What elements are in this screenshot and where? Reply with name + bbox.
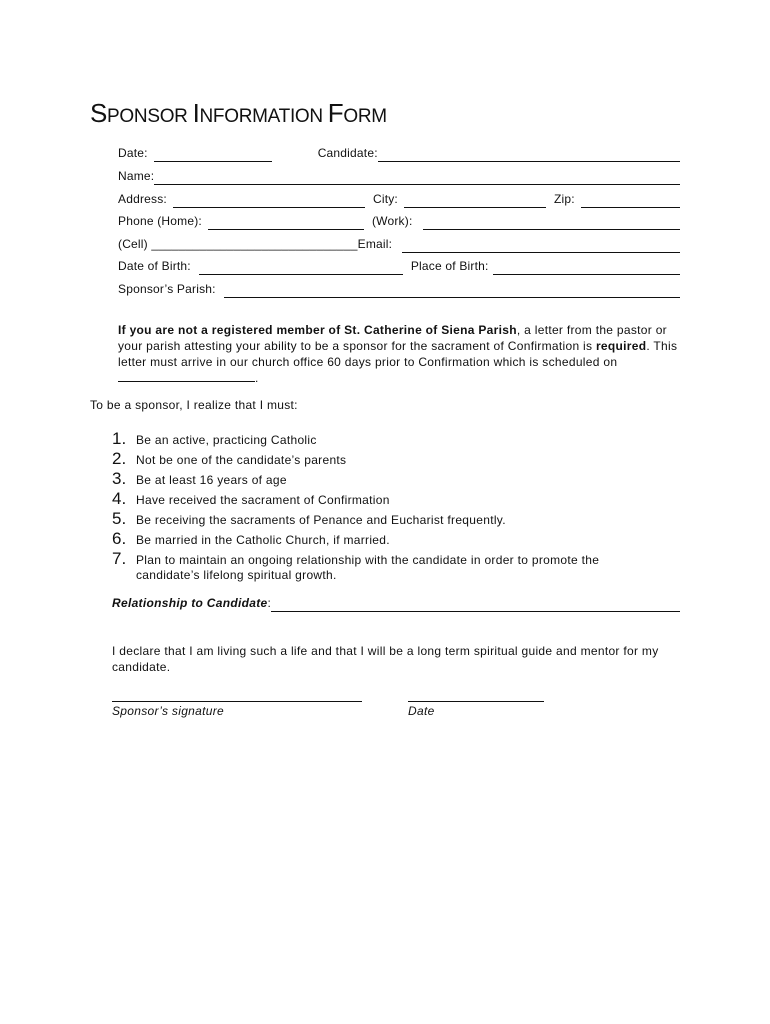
declaration-text: I declare that I am living such a life and that I will be a long term spiritual guide and mentor for my candidate.: [112, 644, 659, 674]
row-name: [118, 169, 680, 185]
city-field[interactable]: [404, 193, 546, 208]
item-number: 6.: [112, 529, 127, 548]
title-initial-2: I: [192, 98, 200, 128]
notice-text-1: , a letter from the pastor or your parish attesting your ability to be a sponsor for the sacrament of Confirmation is: [118, 323, 667, 353]
candidate-label: Candidate:: [317, 146, 378, 160]
dob-label: Date of Birth:: [118, 259, 191, 273]
list-item: [112, 430, 692, 450]
form-title: [90, 98, 387, 129]
relationship-label: Relationship to Candidate: [112, 596, 268, 610]
notice-text-3: .: [255, 371, 259, 385]
zip-field[interactable]: [581, 193, 680, 208]
work-phone-field[interactable]: [423, 215, 681, 230]
zip-label: Zip:: [553, 192, 575, 206]
sponsor-signature-field[interactable]: [112, 700, 362, 702]
phone-home-field[interactable]: [208, 215, 364, 230]
item-number: 2.: [112, 449, 127, 468]
notice-required: required: [595, 339, 647, 353]
work-label: (Work):: [371, 214, 413, 228]
item-number: 3.: [112, 469, 127, 488]
relationship-row: [112, 596, 680, 612]
item-text: Be receiving the sacraments of Penance and Eucharist frequently.: [136, 513, 506, 527]
row-parish: [118, 282, 680, 298]
signature-date-label: Date: [408, 704, 435, 718]
email-field[interactable]: [402, 238, 680, 253]
item-number: 1.: [112, 429, 127, 448]
list-item: [112, 490, 692, 510]
row-birth: [118, 259, 680, 275]
date-field[interactable]: [154, 147, 272, 162]
registration-notice: [118, 322, 683, 386]
requirements-list: [112, 430, 692, 586]
item-number: 7.: [112, 549, 127, 568]
cell-label: (Cell) ______________________________: [118, 237, 358, 251]
title-initial-3: F: [327, 98, 344, 128]
parish-label: Sponsor’s Parish:: [118, 282, 216, 296]
pob-label: Place of Birth:: [410, 259, 489, 273]
item-text: Be at least 16 years of age: [136, 473, 287, 487]
item-text: Have received the sacrament of Confirmation: [136, 493, 390, 507]
list-item: [112, 450, 692, 470]
name-field[interactable]: [154, 170, 680, 185]
candidate-field[interactable]: [378, 147, 680, 162]
relationship-field[interactable]: [271, 597, 680, 612]
title-initial-1: S: [90, 98, 108, 128]
item-text: Be an active, practicing Catholic: [136, 433, 317, 447]
confirmation-date-field[interactable]: [118, 370, 255, 382]
email-label: Email:: [357, 237, 393, 251]
city-label: City:: [372, 192, 398, 206]
dob-field[interactable]: [199, 260, 403, 275]
notice-bold-lead: If you are not a registered member of St. Catherine of Siena Parish: [118, 323, 517, 337]
list-item: [112, 550, 692, 586]
phone-home-label: Phone (Home):: [118, 214, 202, 228]
pob-field[interactable]: [493, 260, 680, 275]
item-text: Not be one of the candidate’s parents: [136, 453, 347, 467]
address-field[interactable]: [173, 193, 365, 208]
list-item: [112, 470, 692, 490]
title-rest-3: ORM: [343, 106, 387, 127]
requirements-intro: To be a sponsor, I realize that I must:: [90, 398, 298, 412]
item-number: 5.: [112, 509, 127, 528]
list-item: [112, 510, 692, 530]
title-rest-1: PONSOR: [107, 106, 193, 127]
signature-date-field[interactable]: [408, 700, 544, 702]
row-phone: [118, 214, 680, 230]
sponsor-signature-label: Sponsor’s signature: [112, 704, 224, 718]
row-date-candidate: [118, 146, 680, 162]
row-address: [118, 192, 680, 208]
notice-text-2: . This letter must arrive in our church office 60 days prior to Confirmation which is scheduled on: [118, 339, 678, 369]
parish-field[interactable]: [224, 283, 680, 298]
address-label: Address:: [118, 192, 167, 206]
list-item: [112, 530, 692, 550]
item-text: Be married in the Catholic Church, if married.: [136, 533, 390, 547]
title-rest-2: NFORMATION: [199, 106, 328, 127]
item-text: Plan to maintain an ongoing relationship with the candidate in order to promote the candidate’s lifelong spiritual growth.: [136, 553, 600, 582]
name-label: Name:: [118, 169, 155, 183]
item-number: 4.: [112, 489, 127, 508]
row-cell-email: [118, 237, 680, 253]
date-label: Date:: [118, 146, 148, 160]
relationship-colon: :: [267, 596, 272, 610]
